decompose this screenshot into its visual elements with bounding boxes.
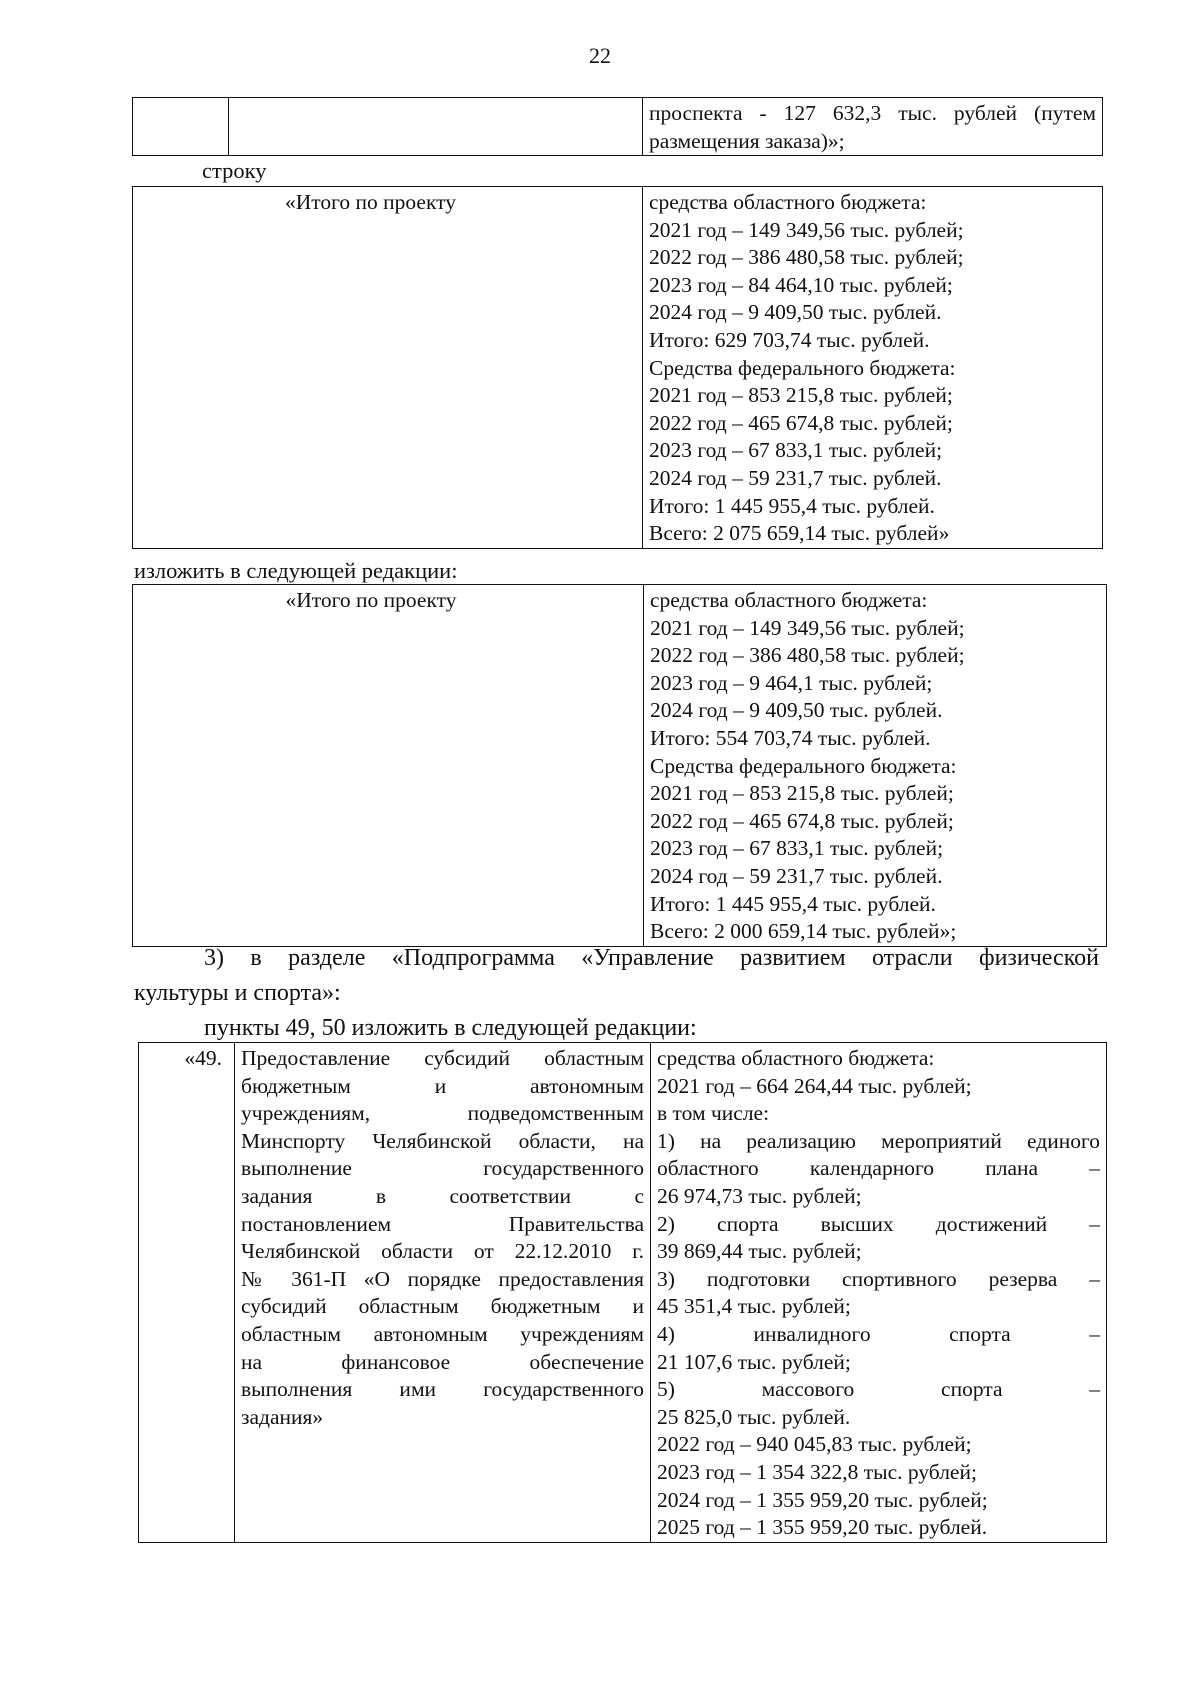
table-row <box>133 187 1103 549</box>
text-line: Средства федерального бюджета: <box>649 355 956 380</box>
text-line: 2024 год – 59 231,7 тыс. рублей. <box>649 465 942 490</box>
text-line: 2) спорта высших достижений – <box>657 1211 1100 1236</box>
text-line: № 361-П «О порядке предоставления <box>241 1266 644 1291</box>
text-line: 2021 год – 664 264,44 тыс. рублей; <box>657 1073 972 1098</box>
text-line: 21 107,6 тыс. рублей; <box>657 1349 851 1374</box>
text-line: бюджетным и автономным <box>241 1073 644 1098</box>
text-line: 2024 год – 9 409,50 тыс. рублей. <box>650 698 943 723</box>
text-line: 2022 год – 940 045,83 тыс. рублей; <box>657 1432 972 1457</box>
text-line: 25 825,0 тыс. рублей. <box>657 1404 851 1429</box>
empty-cell <box>133 98 229 156</box>
text-line: 2024 год – 9 409,50 тыс. рублей. <box>649 300 942 325</box>
text-line: 2023 год – 67 833,1 тыс. рублей; <box>649 438 943 463</box>
funding-cell <box>651 1043 1107 1543</box>
text-line: средства областного бюджета: <box>650 588 928 612</box>
text-line: на финансовое обеспечение <box>241 1349 644 1374</box>
text-line: средства областного бюджета: <box>657 1046 935 1070</box>
title-cell <box>133 187 643 549</box>
text-line: 2022 год – 386 480,58 тыс. рублей; <box>649 245 964 270</box>
text-line: областного календарного плана – <box>657 1156 1100 1181</box>
row49-table <box>138 1042 1107 1543</box>
text-line: Минспорту Челябинской области, на <box>241 1128 644 1153</box>
funding-cell <box>644 585 1107 947</box>
text-line: Итого: 554 703,74 тыс. рублей. <box>650 725 931 750</box>
text-line: учреждениям, подведомственным <box>241 1101 644 1126</box>
text-line: Всего: 2 075 659,14 тыс. рублей» <box>649 521 950 546</box>
text-line: 2022 год – 386 480,58 тыс. рублей; <box>650 643 965 668</box>
text-line: задания» <box>241 1404 324 1429</box>
paragraph-stroku: строку <box>202 158 267 183</box>
title-cell <box>133 585 644 947</box>
text-line: выполнение государственного <box>241 1156 644 1181</box>
text-line: 2021 год – 853 215,8 тыс. рублей; <box>650 781 954 806</box>
text-line: субсидий областным бюджетным и <box>241 1294 644 1319</box>
text-line: 2025 год – 1 355 959,20 тыс. рублей. <box>657 1515 988 1540</box>
text-line: 2023 год – 84 464,10 тыс. рублей; <box>649 272 953 297</box>
text-line: 2022 год – 465 674,8 тыс. рублей; <box>649 410 953 435</box>
text-line: 2021 год – 149 349,56 тыс. рублей; <box>649 217 964 242</box>
paragraph-section-line2: культуры и спорта»: <box>134 980 341 1006</box>
continuation-text-cell <box>643 98 1103 156</box>
table-row <box>133 585 1107 947</box>
description-cell <box>235 1043 651 1543</box>
text-line: в том числе: <box>657 1101 770 1126</box>
paragraph-section-line1: 3) в разделе «Подпрограмма «Управление развитием отрасли физической <box>204 945 1099 971</box>
funding-cell <box>643 187 1103 549</box>
text-line: 2022 год – 465 674,8 тыс. рублей; <box>650 808 954 833</box>
text-line: Итого: 1 445 955,4 тыс. рублей. <box>649 493 935 518</box>
row-number-cell <box>139 1043 235 1543</box>
text-line: Всего: 2 000 659,14 тыс. рублей»; <box>650 919 957 944</box>
text-line: проспекта - 127 632,3 тыс. рублей (путем <box>649 101 1096 125</box>
text-line: 3) подготовки спортивного резерва – <box>657 1266 1100 1291</box>
continuation-table <box>132 97 1103 156</box>
text-line: 45 351,4 тыс. рублей; <box>657 1294 851 1319</box>
text-line: Итого: 1 445 955,4 тыс. рублей. <box>650 891 936 916</box>
old-total-table <box>132 186 1103 549</box>
text-line: областным автономным учреждениям <box>241 1321 644 1346</box>
text-line: выполнения ими государственного <box>241 1377 644 1402</box>
text-line: постановлением Правительства <box>241 1211 644 1236</box>
row-title: «Итого по проекту <box>285 588 457 612</box>
text-line: 2024 год – 1 355 959,20 тыс. рублей; <box>657 1487 988 1512</box>
text-line: 39 869,44 тыс. рублей; <box>657 1239 862 1264</box>
page-number: 22 <box>589 43 611 68</box>
text-line: средства областного бюджета: <box>649 190 927 214</box>
text-line: 1) на реализацию мероприятий единого <box>657 1128 1100 1153</box>
paragraph-izlozhit: изложить в следующей редакции: <box>134 558 458 583</box>
paragraph-points: пункты 49, 50 изложить в следующей редакции: <box>204 1015 697 1041</box>
table-row <box>133 98 1103 156</box>
text-line: 2021 год – 149 349,56 тыс. рублей; <box>650 615 965 640</box>
text-line: размещения заказа)»; <box>649 128 845 153</box>
text-line: Средства федерального бюджета: <box>650 753 957 778</box>
text-line: 2023 год – 1 354 322,8 тыс. рублей; <box>657 1459 977 1484</box>
text-line: 2023 год – 9 464,1 тыс. рублей; <box>650 670 933 695</box>
empty-cell <box>229 98 643 156</box>
text-line: 2024 год – 59 231,7 тыс. рублей. <box>650 863 943 888</box>
row-title: «Итого по проекту <box>284 190 456 214</box>
text-line: Итого: 629 703,74 тыс. рублей. <box>649 327 930 352</box>
text-line: 2023 год – 67 833,1 тыс. рублей; <box>650 836 944 861</box>
table-row <box>139 1043 1107 1543</box>
new-total-table <box>132 584 1107 947</box>
text-line: Челябинской области от 22.12.2010 г. <box>241 1239 644 1264</box>
text-line: 4) инвалидного спорта – <box>657 1321 1100 1346</box>
text-line: Предоставление субсидий областным <box>241 1046 644 1070</box>
text-line: 26 974,73 тыс. рублей; <box>657 1183 862 1208</box>
row-number: «49. <box>184 1046 222 1070</box>
text-line: 5) массового спорта – <box>657 1377 1100 1402</box>
text-line: 2021 год – 853 215,8 тыс. рублей; <box>649 383 953 408</box>
text-line: задания в соответствии с <box>241 1183 644 1208</box>
